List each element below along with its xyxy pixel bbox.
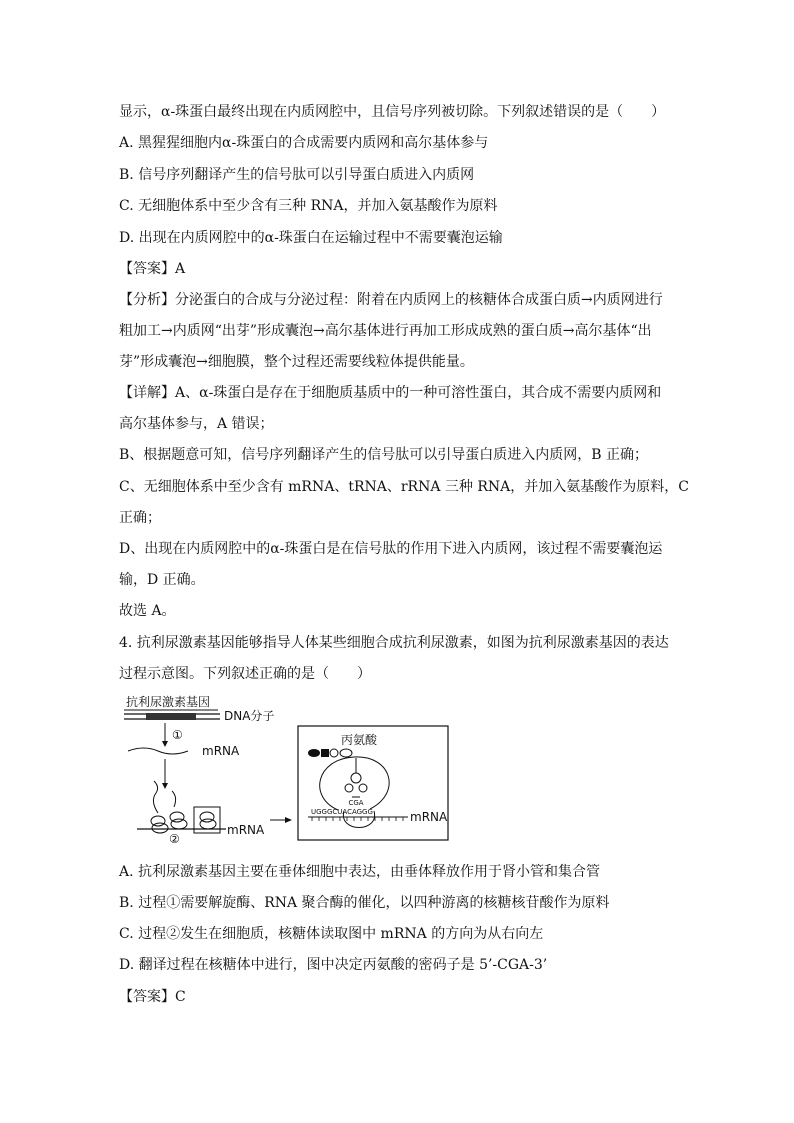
polyribosome bbox=[151, 781, 220, 833]
detail-line: 输，D 正确。 bbox=[119, 572, 205, 588]
option-a: A. 抗利尿激素基因主要在垂体细胞中表达，由垂体释放作用于肾小管和集合管 bbox=[119, 864, 601, 880]
transcription-arrow bbox=[162, 723, 168, 747]
step-1-label: ① bbox=[172, 728, 183, 742]
answer-label: 【答案】C bbox=[119, 989, 186, 1005]
question-4-stem: 4. 抗利尿激素基因能够指导人体某些细胞合成抗利尿激素，如图为抗利尿激素基因的表达 bbox=[119, 635, 669, 651]
option-b: B. 过程①需要解旋酶、RNA 聚合酶的催化，以四种游离的核糖核苷酸作为原料 bbox=[119, 895, 610, 911]
option-b: B. 信号序列翻译产生的信号肽可以引导蛋白质进入内质网 bbox=[119, 167, 475, 183]
option-c: C. 无细胞体系中至少含有三种 RNA，并加入氨基酸作为原料 bbox=[119, 198, 498, 214]
trna bbox=[345, 758, 367, 797]
analysis-line: 粗加工→内质网“出芽”形成囊泡→高尔基体进行再加工形成成熟的蛋白质→高尔基体“出 bbox=[119, 323, 652, 339]
detail-line: 故选 A。 bbox=[119, 603, 176, 619]
detail-line: C、无细胞体系中至少含有 mRNA、tRNA、rRNA 三种 RNA，并加入氨基酸作为原料，C bbox=[119, 479, 689, 495]
anticodon-label: CGA bbox=[348, 799, 364, 807]
peptide-chain bbox=[308, 749, 352, 757]
mrna-sequence: UGGGCUACAGGG bbox=[311, 808, 373, 816]
dna-molecule bbox=[124, 713, 220, 720]
answer-label: 【答案】A bbox=[119, 261, 186, 277]
option-a: A. 黑猩猩细胞内α-珠蛋白的合成需要内质网和高尔基体参与 bbox=[119, 135, 489, 151]
analysis-line: 【分析】分泌蛋白的合成与分泌过程：附着在内质网上的核糖体合成蛋白质→内质网进行 bbox=[119, 292, 663, 308]
mrna-label-3: mRNA bbox=[410, 810, 448, 824]
analysis-line: 芽”形成囊泡→细胞膜，整个过程还需要线粒体提供能量。 bbox=[119, 354, 474, 370]
detail-line: 【详解】A、α-珠蛋白是存在于细胞质基质中的一种可溶性蛋白，其合成不需要内质网和 bbox=[119, 385, 662, 401]
mrna-label-1: mRNA bbox=[202, 744, 240, 758]
dna-label: DNA分子 bbox=[224, 709, 275, 723]
amino-acid-label: 丙氨酸 bbox=[341, 733, 378, 747]
detail-line: 高尔基体参与，A 错误； bbox=[119, 416, 274, 432]
detail-line: D、出现在内质网腔中的α-珠蛋白是在信号肽的作用下进入内质网，该过程不需要囊泡运 bbox=[119, 541, 663, 557]
mrna-strand-zoomed bbox=[308, 817, 408, 821]
detail-line: 正确； bbox=[119, 510, 161, 526]
translation-arrow bbox=[162, 759, 168, 789]
step-2-label: ② bbox=[169, 832, 180, 845]
gene-expression-diagram bbox=[122, 693, 462, 845]
option-c: C. 过程②发生在细胞质，核糖体读取图中 mRNA 的方向为从右向左 bbox=[119, 926, 544, 942]
gene-label: 抗利尿激素基因 bbox=[126, 695, 211, 709]
option-d: D. 出现在内质网腔中的α-珠蛋白在运输过程中不需要囊泡运输 bbox=[119, 230, 503, 246]
zoom-arrow bbox=[270, 817, 292, 823]
mrna-label-2: mRNA bbox=[227, 823, 265, 837]
question-intro-text: 显示，α-珠蛋白最终出现在内质网腔中，且信号序列被切除。下列叙述错误的是（ ） bbox=[119, 104, 666, 120]
mrna-strand bbox=[128, 748, 188, 754]
detail-line: B、根据题意可知，信号序列翻译产生的信号肽可以引导蛋白质进入内质网，B 正确； bbox=[119, 447, 649, 463]
question-4-stem: 过程示意图。下列叙述正确的是（ ） bbox=[119, 666, 371, 682]
option-d: D. 翻译过程在核糖体中进行，图中决定丙氨酸的密码子是 5’-CGA-3’ bbox=[119, 957, 548, 973]
